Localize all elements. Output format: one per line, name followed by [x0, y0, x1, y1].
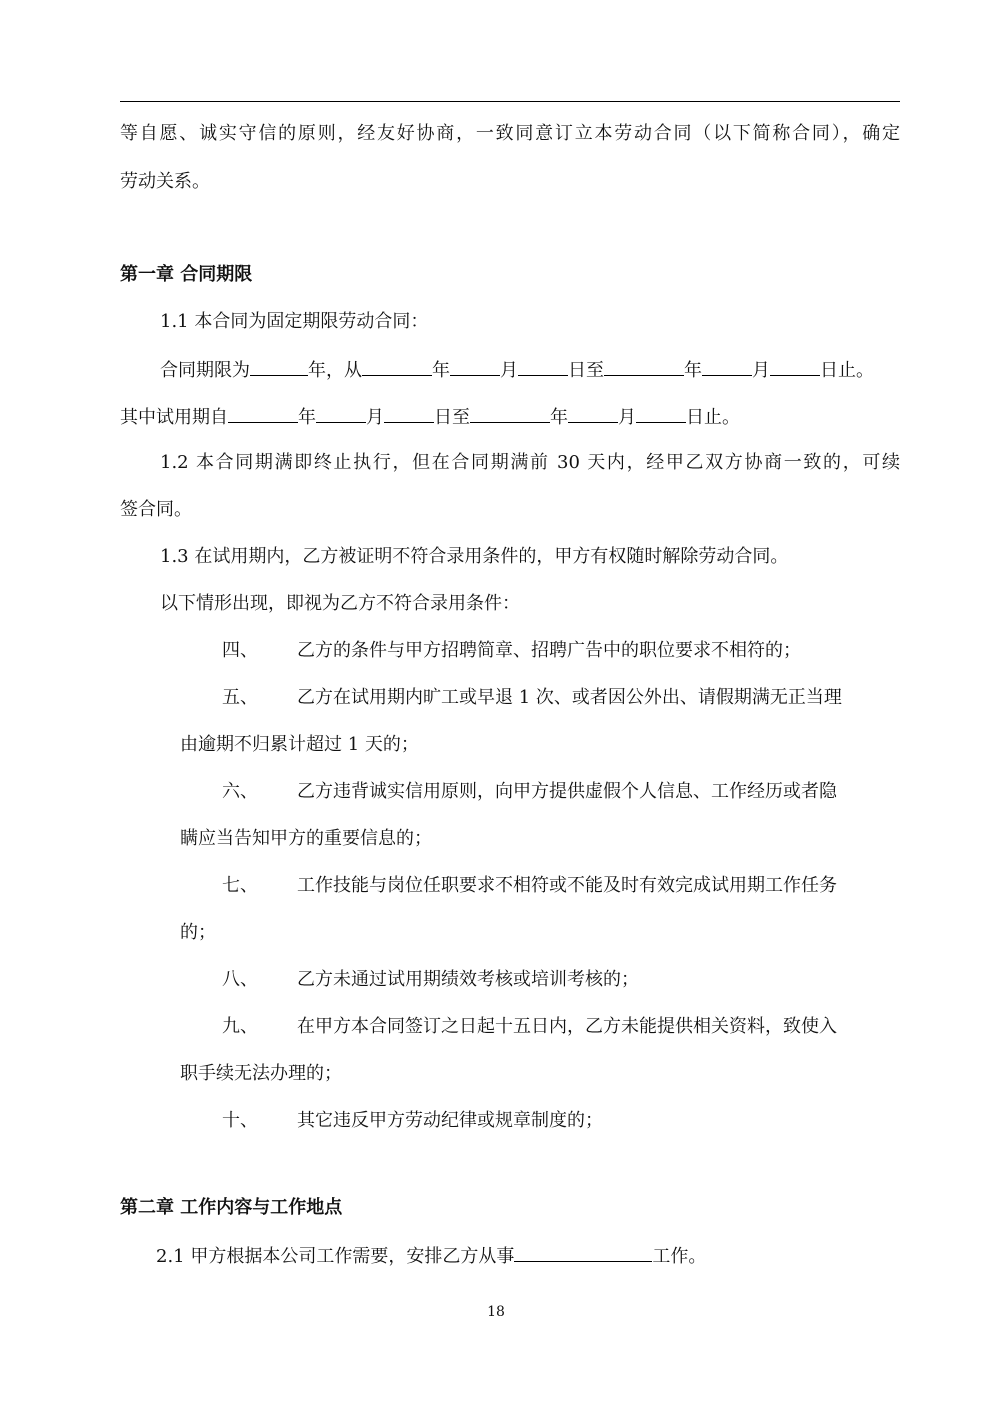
condition-text: 乙方的条件与甲方招聘简章、招聘广告中的职位要求不相符的；	[297, 640, 801, 661]
end-month-blank[interactable]	[702, 357, 752, 376]
trial-end-month-blank[interactable]	[568, 404, 618, 423]
term-year-from-label: 年，从	[308, 360, 362, 381]
trial-start-day-blank[interactable]	[384, 404, 434, 423]
condition-text: 工作技能与岗位任职要求不相符或不能及时有效完成试用期工作任务	[297, 875, 837, 896]
end-month-label: 月	[752, 360, 770, 381]
trial-start-year-blank[interactable]	[228, 404, 298, 423]
job-position-blank[interactable]	[514, 1243, 652, 1262]
trial-prefix: 其中试用期自	[120, 407, 228, 428]
condition-number: 六、	[222, 781, 258, 802]
clause-1-1: 1.1 本合同为固定期限劳动合同：	[160, 311, 429, 332]
clause-2-1-prefix: 2.1 甲方根据本公司工作需要，安排乙方从事	[156, 1246, 515, 1267]
condition-number: 十、	[222, 1110, 258, 1131]
condition-text-continued: 职手续无法办理的；	[180, 1063, 342, 1084]
clause-1-2-line-1: 1.2 本合同期满即终止执行，但在合同期满前 30 天内，经甲乙双方协商一致的，可续	[160, 452, 900, 473]
start-month-blank[interactable]	[450, 357, 500, 376]
condition-text-continued: 由逾期不归累计超过 1 天的；	[180, 734, 419, 755]
clause-2-1-suffix: 工作。	[652, 1246, 707, 1267]
trial-end-day-blank[interactable]	[636, 404, 686, 423]
chapter2-title: 第二章 工作内容与工作地点	[120, 1197, 343, 1218]
condition-text: 在甲方本合同签订之日起十五日内，乙方未能提供相关资料，致使入	[297, 1016, 837, 1037]
trial-end-year-label: 年	[550, 407, 568, 428]
chapter1-title: 第一章 合同期限	[120, 264, 253, 285]
end-year-blank[interactable]	[604, 357, 684, 376]
condition-number: 九、	[222, 1016, 258, 1037]
start-month-label: 月	[500, 360, 518, 381]
term-years-blank[interactable]	[250, 357, 308, 376]
trial-end-day-label: 日止。	[686, 407, 740, 428]
contract-term-line	[160, 357, 874, 383]
clause-1-3: 1.3 在试用期内，乙方被证明不符合录用条件的，甲方有权随时解除劳动合同。	[160, 546, 789, 567]
trial-period-line	[120, 404, 740, 430]
condition-text: 乙方在试用期内旷工或早退 1 次、或者因公外出、请假期满无正当理	[297, 687, 842, 708]
end-day-label: 日止。	[820, 360, 874, 381]
conditions-intro: 以下情形出现，即视为乙方不符合录用条件：	[160, 593, 520, 614]
end-year-label: 年	[684, 360, 702, 381]
condition-text: 乙方未通过试用期绩效考核或培训考核的；	[297, 969, 639, 990]
trial-start-day-label: 日至	[434, 407, 470, 428]
trial-end-month-label: 月	[618, 407, 636, 428]
start-year-blank[interactable]	[362, 357, 432, 376]
term-prefix: 合同期限为	[160, 360, 250, 381]
trial-start-month-label: 月	[366, 407, 384, 428]
intro-line-2: 劳动关系。	[120, 171, 210, 192]
clause-2-1	[156, 1243, 706, 1269]
start-day-label: 日至	[568, 360, 604, 381]
condition-number: 八、	[222, 969, 258, 990]
condition-text-continued: 的；	[180, 922, 216, 943]
page-number: 18	[487, 1304, 505, 1320]
trial-start-month-blank[interactable]	[316, 404, 366, 423]
trial-end-year-blank[interactable]	[470, 404, 550, 423]
condition-number: 七、	[222, 875, 258, 896]
condition-text: 其它违反甲方劳动纪律或规章制度的；	[297, 1110, 603, 1131]
start-year-label: 年	[432, 360, 450, 381]
intro-line-1: 等自愿、诚实守信的原则，经友好协商，一致同意订立本劳动合同（以下简称合同），确定	[120, 123, 900, 144]
condition-text-continued: 瞒应当告知甲方的重要信息的；	[180, 828, 432, 849]
start-day-blank[interactable]	[518, 357, 568, 376]
condition-text: 乙方违背诚实信用原则，向甲方提供虚假个人信息、工作经历或者隐	[297, 781, 837, 802]
end-day-blank[interactable]	[770, 357, 820, 376]
condition-number: 五、	[222, 687, 258, 708]
header-rule	[120, 101, 900, 102]
trial-start-year-label: 年	[298, 407, 316, 428]
condition-number: 四、	[222, 640, 258, 661]
clause-1-2-line-2: 签合同。	[120, 499, 192, 520]
